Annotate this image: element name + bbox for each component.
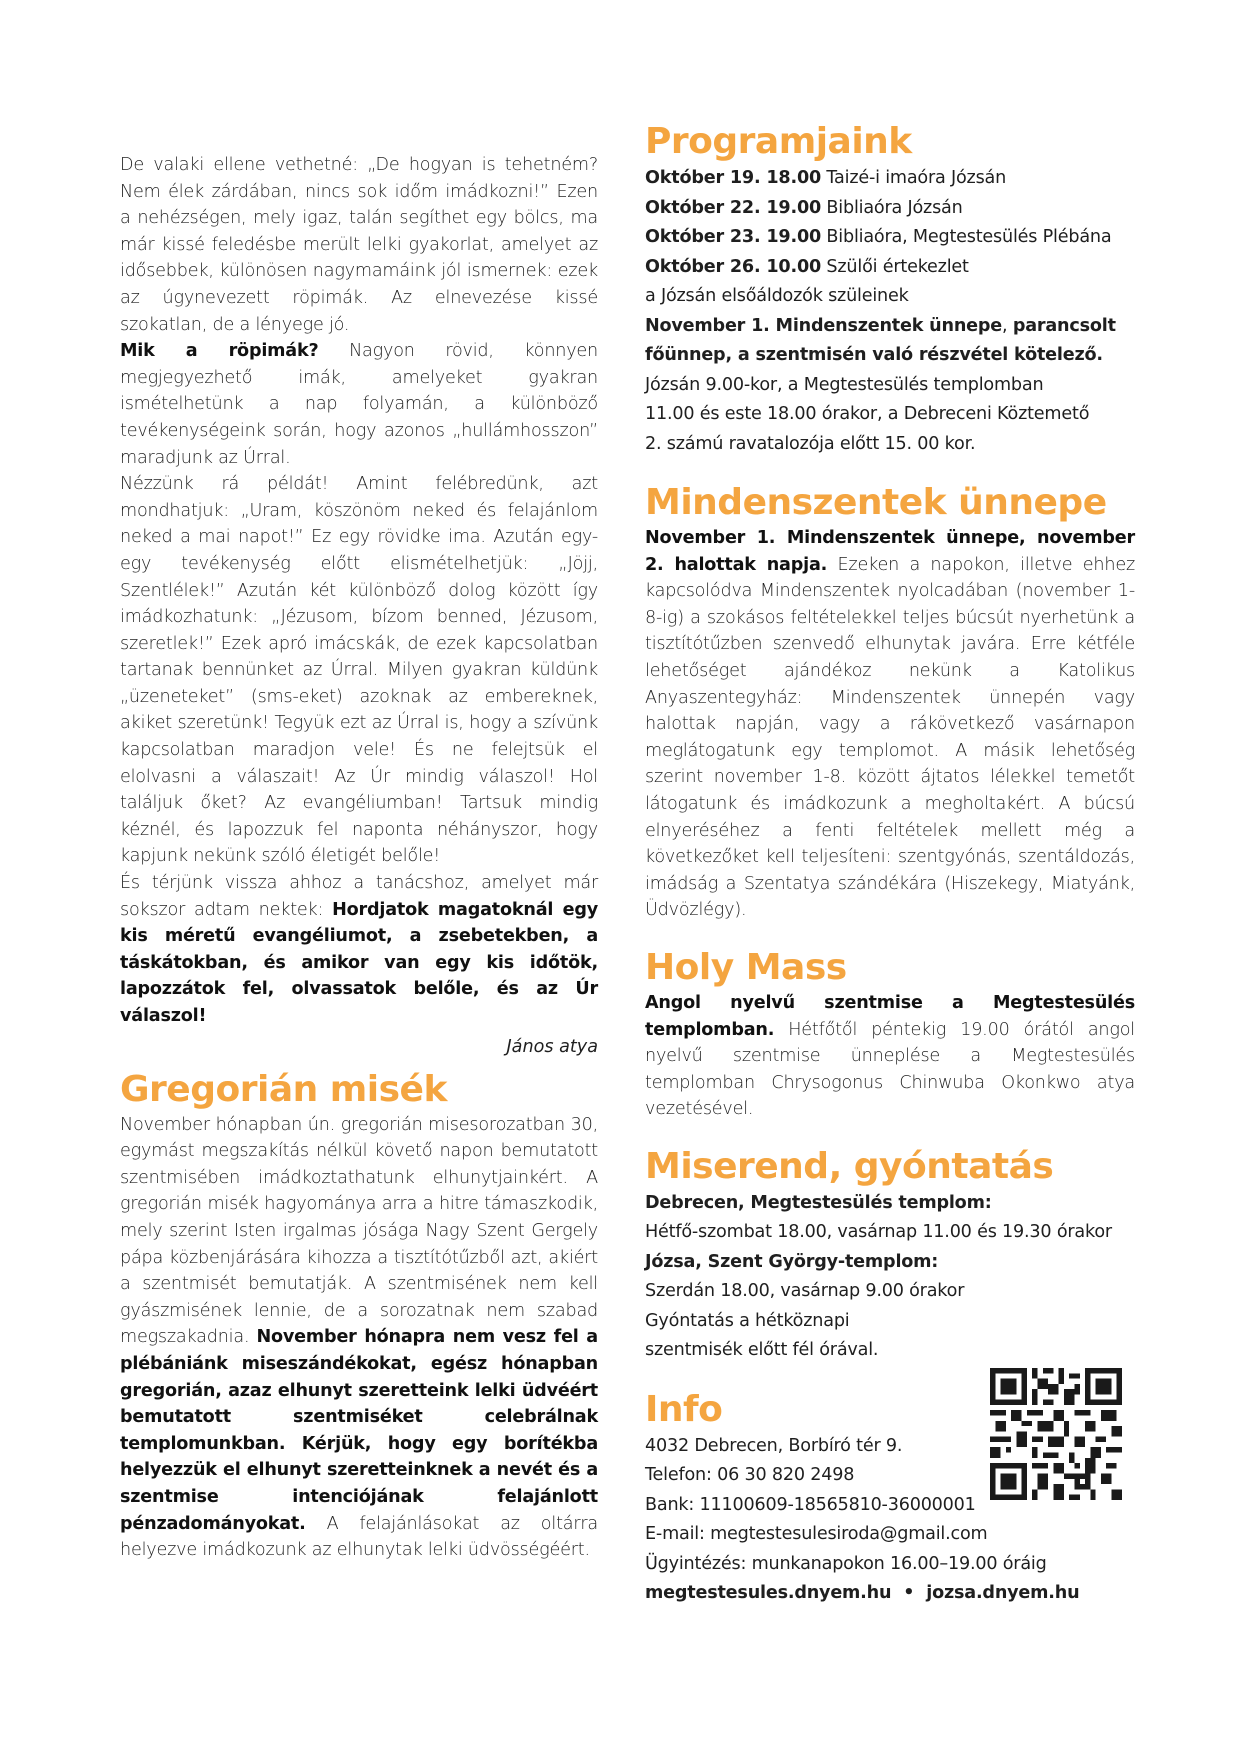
schedule-section	[645, 1145, 1135, 1366]
advice-paragraph: És térjünk vissza ahhoz a tanácshoz, amelyet már sokszor adtam nektek: Hordjatok magatoknál egy kis méretű evangéliumot, a zsebetekben, a táskátokban, és amikor van egy kis időtök, lapozzátok fel, olvassatok belőle, és az Úr válaszol!	[120, 873, 598, 1026]
program-item: Október 26. 10.00 Szülői értekezlet	[645, 256, 969, 277]
all-saints-times: 2. számú ravatalozója előtt 15. 00 kor.	[645, 433, 976, 454]
website-link[interactable]: megtestesules.dnyem.hu	[645, 1583, 892, 1604]
website-link[interactable]: jozsa.dnyem.hu	[926, 1583, 1080, 1604]
all-saints-section	[645, 481, 1135, 924]
address: 4032 Debrecen, Borbíró tér 9.	[645, 1435, 903, 1456]
example-paragraph: Nézzünk rá példát! Amint felébredünk, azt mondhatjuk: „Uram, köszönöm neked és felajánlom neked a mai napot!” Ez egy rövidke ima. Azután egy-egy tevékenység előtt elismételhetjük: „Jöjj, Szentlélek!” Azután két különböző dolog között így imádkozhatunk: „Jézusom, bízom benned, Jézusom, szeretlek!” Ezek apró imácskák, de ezek kapcsolatban tartanak bennünket az Úrral. Milyen gyakran küldünk „üzeneteket” (sms-eket) azoknak az embereknek, akiket szeretünk! Tegyük ezt az Úrral is, hogy a szívünk kapcsolatban maradjon vele! És ne felejtsük el elolvasni a válaszait! Az Úr mindig válaszol! Hol találjuk őket? Az evangéliumban! Tartsuk mindig kéznél, és lapozzuk fel naponta néhányszor, hogy kapjunk nekünk szóló életigét belőle!	[120, 474, 598, 867]
all-saints-notice-line2: főünnep, a szentmisén való részvétel kötelező.	[645, 345, 1103, 365]
programs-section	[645, 120, 1135, 459]
separator-dot: •	[903, 1583, 915, 1604]
signature: János atya	[506, 1036, 598, 1057]
holy-mass-section	[645, 946, 1135, 1123]
program-item: Október 22. 19.00 Bibliaóra Józsán	[645, 197, 963, 218]
phone: Telefon: 06 30 820 2498	[645, 1465, 855, 1486]
office-hours: Ügyintézés: munkanapokon 16.00–19.00 óráig	[645, 1553, 1047, 1574]
church-name: Debrecen, Megtestesülés templom:	[645, 1192, 992, 1213]
schedule-heading: Miserend, gyóntatás	[645, 1145, 1054, 1187]
program-item-continuation: a Józsán elsőáldozók szüleinek	[645, 286, 909, 306]
church-times: Szerdán 18.00, vasárnap 9.00 órakor	[645, 1281, 965, 1302]
program-item: Október 23. 19.00 Bibliaóra, Megtestesülés Plébána	[645, 227, 1112, 247]
email: E-mail: megtestesulesiroda@gmail.com	[645, 1524, 988, 1545]
holy-mass-heading: Holy Mass	[645, 946, 847, 988]
all-saints-paragraph: November 1. Mindenszentek ünnepe, november 2. halottak napja. Ezeken a napokon, illetve ehhez kapcsolódva Mindenszentek nyolcadában (november 1-8-ig) a szokásos feltételekkel teljes búcsút nyerhetünk a tisztítótűzben szenvedő elhunytak javára. Erre kétféle lehetőséget ajándékoz nekünk a Katolikus Anyaszentegyház: Mindenszentek ünnepén vagy halottak napján, vagy a rákövetkező vasárnapon meglátogatunk egy templomot. A másik lehetőség szerint november 1-8. között ájtatos lélekkel temetőt látogatunk és imádkozunk a megholtakért. A búcsú elnyeréséhez a fenti feltételek mellett még a következőket kell teljesíteni: szentgyónás, szentáldozás, imádság a Szentatya szándékára (Hiszekegy, Miatyánk, Üdvözlégy).	[645, 528, 1135, 921]
ropimak-paragraph: Mik a röpimák? Nagyon rövid, könnyen megjegyezhető imák, amelyeket gyakran ismételhetünk a nap folyamán, a különböző tevékenységeink során, hogy azonos „hullámhosszon” maradjunk az Úrral.	[120, 341, 599, 468]
programs-heading: Programjaink	[645, 121, 912, 162]
gregorian-paragraph: November hónapban ún. gregorián misesorozatban 30, egymást megszakítás nélkül követő napon bemutatott szentmisében imádkoztathatunk elhunytjainkért. A gregorián misék hagyománya arra a hitre támaszkodik, mely szerint Isten irgalmas jósága Nagy Szent Gergely pápa közbenjárására kihozza a tisztítótűzből azt, akiért a szentmisét bemutatják. A szentmisének nem kell gyászmisének lennie, de a sorozatnak nem szabad megszakadnia. November hónapra nem vesz fel a plébániánk miseszándékokat, egész hónapban gregorián, azaz elhunyt szeretteink lelki üdvéért bemutatott szentmiséket celebrálnak templomunkban. Kérjük, hogy egy borítékba helyezzük el elhunyt szeretteinknek a nevét és a szentmise intenciójának felajánlott pénzadományokat. A felajánlásokat az oltárra helyezve imádkozunk az elhunytak lelki üdvösségéért.	[120, 1114, 598, 1561]
all-saints-times: Józsán 9.00-kor, a Megtestesülés templomban	[645, 374, 1044, 395]
left-column	[120, 152, 598, 1564]
church-times: Hétfő-szombat 18.00, vasárnap 11.00 és 19.30 órakor	[645, 1222, 1112, 1243]
qr-code-icon	[990, 1368, 1122, 1500]
bank-account: Bank: 11100609-18565810-36000001	[645, 1494, 976, 1515]
info-heading: Info	[645, 1388, 723, 1430]
gregorian-heading: Gregorián misék	[120, 1068, 447, 1110]
program-item: Október 19. 18.00 Taizé-i imaóra Józsán	[645, 168, 1007, 188]
ropimak-question: Mik a röpimák?	[120, 341, 319, 362]
all-saints-notice: November 1. Mindenszentek ünnepe, parancsolt	[645, 315, 1116, 336]
all-saints-times: 11.00 és este 18.00 órakor, a Debreceni Köztemető	[645, 404, 1090, 424]
websites	[645, 1579, 1135, 1609]
confession-info: szentmisék előtt fél órával.	[645, 1340, 879, 1361]
church-name: Józsa, Szent György-templom:	[645, 1251, 939, 1272]
intro-paragraph: De valaki ellene vethetné: „De hogyan is tehetném? Nem élek zárdában, nincs sok időm imádkozni!” Ezen a nehézségen, mely igaz, talán segíthet egy bölcs, ma már kissé feledésbe merült lelki gyakorlat, amelyet az idősebbek, különösen nagymamáink jól ismernek: ezek az úgynevezett röpimák. Az elnevezése kissé szokatlan, de a lényege jó.	[120, 155, 598, 335]
confession-info: Gyóntatás a hétköznapi	[645, 1310, 850, 1331]
holy-mass-paragraph: Angol nyelvű szentmise a Megtestesülés templomban. Hétfőtől péntekig 19.00 órától angol nyelvű szentmise ünneplése a Megtestesülés templomban Chrysogonus Chinwuba Okonkwo atya vezetésével.	[645, 992, 1135, 1120]
all-saints-heading: Mindenszentek ünnepe	[645, 482, 1107, 523]
